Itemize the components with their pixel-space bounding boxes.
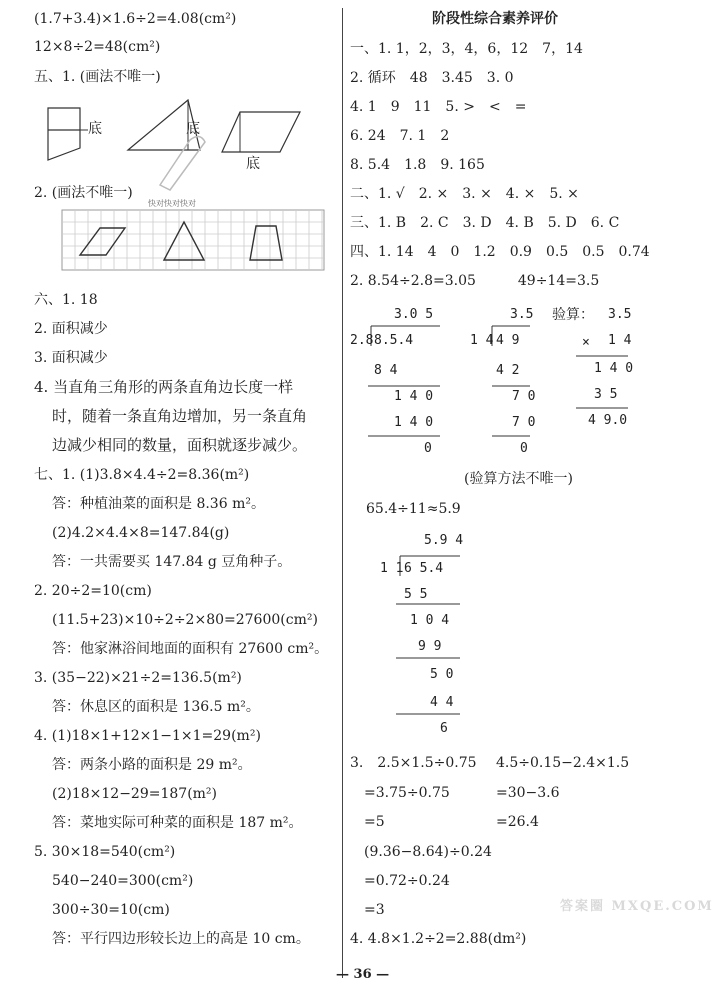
answer-line: 答：平行四边形较长边上的高是 10 cm。 <box>52 931 310 947</box>
left-line: 540−240=300(cm²) <box>52 873 194 889</box>
division-step: 4 4 <box>430 695 454 710</box>
left-line: 12×8÷2=48(cm²) <box>34 39 161 55</box>
division-step: 9 9 <box>418 639 442 654</box>
division-step: 1 4 0 <box>394 389 434 404</box>
times-sign: × <box>582 335 590 350</box>
left-line: (11.5+23)×10÷2÷2×80=27600(cm²) <box>52 612 318 628</box>
remainder: 0 <box>520 441 528 456</box>
section-heading: 六、1. 18 <box>34 292 98 308</box>
right-line: 6. 24 7. 1 2 <box>350 128 450 144</box>
grid-parallelogram <box>80 228 125 255</box>
watermark-logo: 答案圈 MXQE.COM <box>560 899 714 914</box>
section-heading: 五、1. (画法不唯一) <box>34 69 161 85</box>
answer-line: 答：休息区的面积是 136.5 m²。 <box>52 699 260 715</box>
division-step: 1 0 4 <box>410 613 450 628</box>
right-line: 2. 循环 48 3.45 3. 0 <box>350 70 514 86</box>
left-line: 4. 当直角三角形的两条直角边长度一样 <box>34 378 294 396</box>
right-line: =26.4 <box>496 814 539 830</box>
left-line: 时，随着一条直角边增加，另一条直角 <box>52 407 308 425</box>
right-line: =3 <box>364 902 385 918</box>
remainder: 6 <box>440 721 448 736</box>
right-line: =30−3.6 <box>496 785 560 801</box>
check-value: 4 9.0 <box>588 413 628 428</box>
left-line: 300÷30=10(cm) <box>52 902 170 918</box>
left-line: 2. 20÷2=10(cm) <box>34 583 152 599</box>
left-line: 2. 面积减少 <box>34 321 108 337</box>
left-line: (2)4.2×4.4×8=147.84(g) <box>52 525 230 541</box>
page-title: 阶段性综合素养评价 <box>432 11 558 27</box>
right-line: 三、1. B 2. C 3. D 4. B 5. D 6. C <box>350 215 620 231</box>
division-step: 8 4 <box>374 363 398 378</box>
right-line: (9.36−8.64)÷0.24 <box>364 844 492 860</box>
right-line: 4.5÷0.15−2.4×1.5 <box>496 755 630 771</box>
left-line: 3. (35−22)×21÷2=136.5(m²) <box>34 670 242 686</box>
stamp-text: 快对快对快对 <box>148 199 196 208</box>
division-step: 7 0 <box>512 415 536 430</box>
division-step: 7 0 <box>512 389 536 404</box>
section-heading: 2. (画法不唯一) <box>34 185 133 201</box>
quotient: 3.0 5 <box>394 307 434 322</box>
check-label: 验算： <box>552 307 594 323</box>
left-line: 4. (1)18×1+12×1−1×1=29(m²) <box>34 728 261 744</box>
parallelogram-shape <box>222 112 300 152</box>
check-value: 3 5 <box>594 387 618 402</box>
right-line: 二、1. √ 2. × 3. × 4. × 5. × <box>350 186 579 202</box>
answer-line: 答：他家淋浴间地面的面积有 27600 cm²。 <box>52 641 329 657</box>
right-line: =0.72÷0.24 <box>364 873 450 889</box>
right-line: 65.4÷11≈5.9 <box>366 501 461 517</box>
right-line: 四、1. 14 4 0 1.2 0.9 0.5 0.5 0.74 <box>350 244 650 260</box>
right-line: 8. 5.4 1.8 9. 165 <box>350 157 485 173</box>
check-value: 1 4 0 <box>594 361 634 376</box>
column-divider <box>342 8 343 978</box>
right-line: =5 <box>364 814 385 830</box>
left-line: 3. 面积减少 <box>34 350 108 366</box>
left-line: (1.7+3.4)×1.6÷2=4.08(cm²) <box>34 11 237 27</box>
right-line: 4. 4.8×1.2÷2=2.88(dm²) <box>350 931 527 947</box>
note: (验算方法不唯一) <box>464 471 573 487</box>
division-marks <box>368 326 628 714</box>
answer-line: 答：两条小路的面积是 29 m²。 <box>52 757 252 773</box>
dividend: 4 9 <box>496 333 520 348</box>
grid-trapezoid <box>250 226 282 260</box>
right-line: 3. 2.5×1.5÷0.75 <box>350 755 477 771</box>
divisor: 1 4 <box>470 333 494 348</box>
division-step: 1 4 0 <box>394 415 434 430</box>
section-heading: 七、1. (1)3.8×4.4÷2=8.36(m²) <box>34 467 250 483</box>
check-value: 3.5 <box>608 307 632 322</box>
divisor: 1 1 <box>380 561 404 576</box>
right-line: 4. 1 9 11 5. > < = <box>350 99 527 115</box>
left-line: 边减少相同的数量，面积就逐步减少。 <box>52 436 308 454</box>
grid-triangle <box>164 222 204 260</box>
base-label: 底 <box>186 121 200 137</box>
division-step: 5 5 <box>404 587 428 602</box>
left-line: (2)18×12−29=187(m²) <box>52 786 217 802</box>
answer-line: 答：种植油菜的面积是 8.36 m²。 <box>52 496 265 512</box>
page-number: — 36 — <box>336 967 390 982</box>
right-line: =3.75÷0.75 <box>364 785 450 801</box>
left-line: 5. 30×18=540(cm²) <box>34 844 176 860</box>
division-step: 4 2 <box>496 363 520 378</box>
division-step: 5 0 <box>430 667 454 682</box>
divisor: 2.8 <box>350 333 374 348</box>
right-line: 2. 8.54÷2.8=3.05 49÷14=3.5 <box>350 273 600 289</box>
dividend: 6 5.4 <box>404 561 444 576</box>
quotient: 5.9 4 <box>424 533 464 548</box>
answer-line: 答：一共需要买 147.84 g 豆角种子。 <box>52 554 292 570</box>
base-label: 底 <box>246 156 260 172</box>
quotient: 3.5 <box>510 307 534 322</box>
base-label: 底 <box>88 121 102 137</box>
dividend: 8.5.4 <box>374 333 414 348</box>
trapezoid-shape <box>48 108 80 160</box>
answer-line: 答：菜地实际可种菜的面积是 187 m²。 <box>52 815 303 831</box>
check-value: 1 4 <box>608 333 632 348</box>
remainder: 0 <box>424 441 432 456</box>
right-line: 一、1. 1，2，3，4，6，12 7，14 <box>350 41 583 57</box>
